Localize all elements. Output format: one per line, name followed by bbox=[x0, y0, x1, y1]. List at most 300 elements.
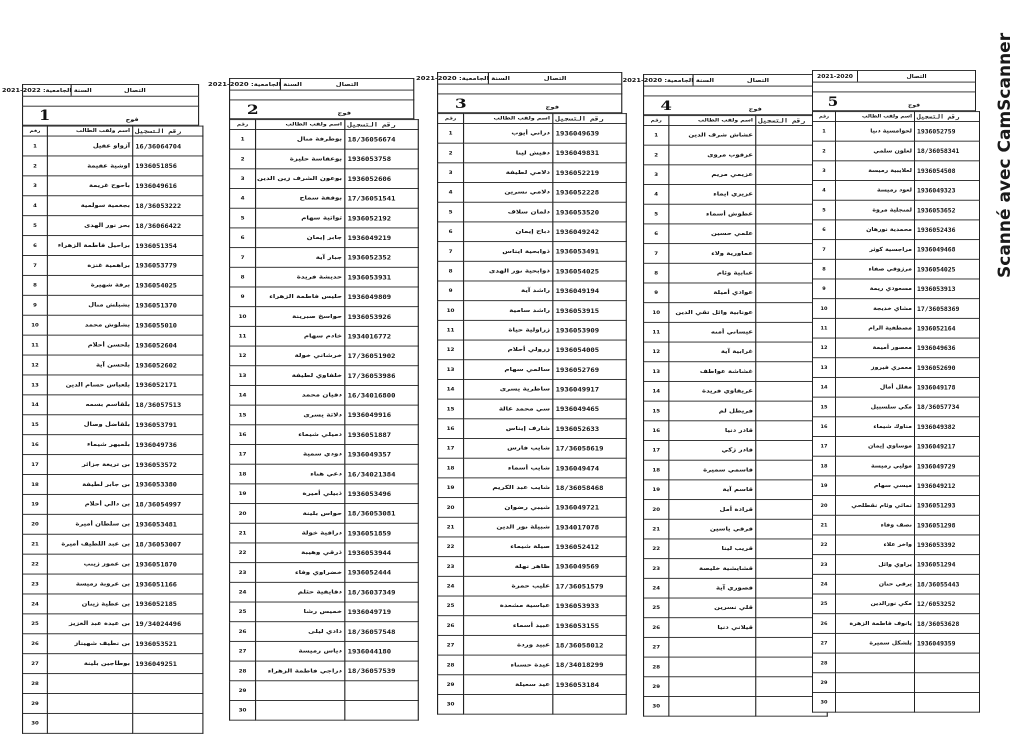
registration-number: 1936044180 bbox=[345, 641, 418, 661]
student-name: خضراوي وفاء bbox=[256, 563, 345, 583]
table-row bbox=[813, 141, 980, 161]
registration-number: 1936051294 bbox=[915, 555, 980, 575]
student-name: عنابية وئام bbox=[669, 263, 756, 283]
table-header-row bbox=[438, 114, 627, 124]
table-row bbox=[644, 480, 828, 500]
table-row bbox=[23, 255, 203, 275]
student-table bbox=[812, 111, 980, 712]
student-name: تواتية سهام bbox=[256, 208, 345, 228]
student-name: ذبيلي أميرة bbox=[256, 484, 345, 504]
row-number: 22 bbox=[644, 539, 669, 559]
table-row bbox=[813, 496, 980, 516]
registration-number: 1936053380 bbox=[133, 475, 203, 495]
table-row bbox=[438, 419, 627, 439]
row-number: 9 bbox=[438, 281, 464, 301]
table-row bbox=[230, 385, 419, 405]
row-number: 18 bbox=[438, 458, 464, 478]
sheet-title: التصال bbox=[123, 87, 146, 94]
table-row bbox=[813, 456, 980, 476]
table-row bbox=[23, 176, 203, 196]
row-number: 3 bbox=[438, 163, 464, 183]
table-row bbox=[813, 121, 980, 141]
student-name: قيلاني دنيا bbox=[669, 618, 756, 638]
row-number: 8 bbox=[644, 263, 669, 283]
sheet-title: التصال bbox=[746, 77, 770, 84]
student-name: دلامي نسرين bbox=[464, 183, 553, 203]
sheet-title: التصال bbox=[906, 73, 927, 80]
student-name: يانوف فاطمة الزهرة bbox=[836, 614, 915, 634]
table-row bbox=[230, 149, 419, 169]
row-number: 27 bbox=[644, 637, 669, 657]
col-header-name: اسم ولقب الطالب bbox=[256, 120, 345, 130]
student-name: قاسم آية bbox=[669, 480, 756, 500]
registration-number: 1936052604 bbox=[133, 335, 203, 355]
table-row bbox=[230, 267, 419, 287]
student-name: بوطاجين بلينة bbox=[47, 654, 132, 674]
student-name: شايب أسماء bbox=[464, 458, 553, 478]
row-number: 7 bbox=[438, 242, 464, 262]
table-row bbox=[644, 362, 828, 382]
row-number: 21 bbox=[23, 534, 48, 554]
registration-number: 1936052164 bbox=[915, 318, 980, 338]
student-name: بوعقاسة حليزة bbox=[256, 149, 345, 169]
sheet-title: التصال bbox=[543, 75, 567, 82]
table-row bbox=[23, 196, 203, 216]
row-number: 6 bbox=[230, 228, 256, 248]
student-name: نمائي وئام نقطلحي bbox=[836, 496, 915, 516]
registration-number: 17/36058369 bbox=[915, 299, 980, 319]
row-number: 21 bbox=[230, 523, 256, 543]
student-name: اوشية عقيمة bbox=[47, 156, 132, 176]
student-name bbox=[669, 657, 756, 677]
student-name: عبيد وردة bbox=[464, 635, 553, 655]
table-row bbox=[23, 614, 203, 634]
table-row bbox=[644, 125, 828, 145]
student-name: لعلون سلمي bbox=[836, 141, 915, 161]
table-row bbox=[438, 123, 627, 143]
row-number: 4 bbox=[230, 189, 256, 209]
registration-number bbox=[345, 700, 418, 720]
row-number: 4 bbox=[23, 196, 48, 216]
table-row bbox=[230, 307, 419, 327]
registration-number: 18/36055443 bbox=[915, 574, 980, 594]
table-row bbox=[23, 654, 203, 674]
registration-number: 18/36053081 bbox=[345, 504, 418, 524]
student-name: حواسخ صبرينة bbox=[256, 307, 345, 327]
registration-number: 1936051298 bbox=[915, 515, 980, 535]
row-number: 8 bbox=[813, 259, 836, 279]
row-number: 25 bbox=[230, 602, 256, 622]
registration-number: 18/36058341 bbox=[915, 141, 980, 161]
row-number: 25 bbox=[23, 614, 48, 634]
student-name: بن جابر لطيفة bbox=[47, 475, 132, 495]
table-row bbox=[230, 405, 419, 425]
student-name bbox=[836, 692, 915, 712]
row-number: 10 bbox=[23, 315, 48, 335]
student-name: مناوك شيماء bbox=[836, 417, 915, 437]
row-number: 16 bbox=[230, 425, 256, 445]
student-name: ميسي سهام bbox=[836, 476, 915, 496]
registration-number: 17/36058619 bbox=[553, 439, 626, 459]
registration-number: 1936053652 bbox=[915, 200, 980, 220]
student-name: باحوح غريمة bbox=[47, 176, 132, 196]
table-row bbox=[230, 661, 419, 681]
row-number: 15 bbox=[438, 399, 464, 419]
row-number: 20 bbox=[230, 504, 256, 524]
registration-number: 12/6053252 bbox=[915, 594, 980, 614]
table-row bbox=[644, 421, 828, 441]
registration-number: 1936049212 bbox=[915, 476, 980, 496]
registration-number: 1936049217 bbox=[915, 437, 980, 457]
table-row bbox=[23, 594, 203, 614]
row-number: 26 bbox=[438, 616, 464, 636]
row-number: 5 bbox=[813, 200, 836, 220]
row-number: 21 bbox=[438, 517, 464, 537]
student-name: بن دالي أحلام bbox=[47, 494, 132, 514]
table-row bbox=[644, 283, 828, 303]
row-number: 27 bbox=[23, 654, 48, 674]
table-row bbox=[23, 494, 203, 514]
row-number: 16 bbox=[23, 435, 48, 455]
table-row bbox=[23, 694, 203, 714]
student-name: سالمي سهام bbox=[464, 360, 553, 380]
student-name: بحر نور الهدى bbox=[47, 216, 132, 236]
table-row bbox=[230, 248, 419, 268]
col-header-number: رقم bbox=[644, 116, 669, 126]
table-row bbox=[813, 259, 980, 279]
student-name: راشد سامية bbox=[464, 301, 553, 321]
registration-number: 1936052412 bbox=[553, 537, 626, 557]
student-name: عيساني أمنه bbox=[669, 322, 756, 342]
registration-number: 1936049569 bbox=[553, 557, 626, 577]
row-number: 3 bbox=[230, 169, 256, 189]
group-header bbox=[229, 100, 414, 119]
registration-number: 1936049616 bbox=[133, 176, 203, 196]
table-row bbox=[23, 395, 203, 415]
row-number: 20 bbox=[438, 498, 464, 518]
table-row bbox=[438, 557, 627, 577]
student-name: مصطفية الرام bbox=[836, 318, 915, 338]
registration-number: 1936052769 bbox=[553, 360, 626, 380]
student-name: محمدية نورهان bbox=[836, 220, 915, 240]
registration-number: 1936052606 bbox=[345, 169, 418, 189]
row-number: 26 bbox=[813, 614, 836, 634]
camscanner-watermark bbox=[988, 32, 1018, 280]
student-name: قلي نسرين bbox=[669, 598, 756, 618]
student-name: عبيد أسماء bbox=[464, 616, 553, 636]
row-number: 18 bbox=[23, 475, 48, 495]
table-row bbox=[644, 263, 828, 283]
row-number: 2 bbox=[644, 145, 669, 165]
table-row bbox=[230, 326, 419, 346]
table-row bbox=[23, 514, 203, 534]
registration-number: 1936053184 bbox=[553, 675, 626, 695]
registration-number: 18/36054997 bbox=[133, 494, 203, 514]
row-number: 17 bbox=[23, 455, 48, 475]
group-sheet-1 bbox=[1, 84, 199, 734]
table-row bbox=[230, 563, 419, 583]
row-number: 1 bbox=[438, 123, 464, 143]
row-number: 11 bbox=[230, 326, 256, 346]
student-name: بوطرفة منال bbox=[256, 129, 345, 149]
group-number: 1 bbox=[39, 107, 51, 124]
col-header-registration: رقم التسجيل bbox=[345, 120, 418, 130]
student-name: بشبلش منال bbox=[47, 295, 132, 315]
table-row bbox=[644, 381, 828, 401]
table-header-row bbox=[644, 116, 828, 126]
student-name: يراوي وائل bbox=[836, 555, 915, 575]
row-number: 9 bbox=[644, 283, 669, 303]
student-name: دودي سمية bbox=[256, 445, 345, 465]
row-number: 12 bbox=[23, 355, 48, 375]
row-number: 7 bbox=[644, 244, 669, 264]
student-name: قاسمي سميرة bbox=[669, 460, 756, 480]
student-name: بن عيدة عبد العزيز bbox=[47, 614, 132, 634]
row-number: 30 bbox=[230, 700, 256, 720]
student-name bbox=[256, 700, 345, 720]
academic-year: 2021-2022 :السنة الجامعية bbox=[23, 85, 72, 96]
student-name: دقيش لينا bbox=[464, 143, 553, 163]
row-number: 6 bbox=[813, 220, 836, 240]
row-number: 1 bbox=[644, 125, 669, 145]
student-name: جبار آية bbox=[256, 248, 345, 268]
table-row bbox=[644, 165, 828, 185]
row-number: 14 bbox=[644, 381, 669, 401]
group-header bbox=[812, 92, 976, 111]
row-number: 5 bbox=[438, 202, 464, 222]
row-number: 18 bbox=[644, 460, 669, 480]
group-header bbox=[437, 94, 622, 113]
table-row bbox=[644, 145, 828, 165]
registration-number: 1936049242 bbox=[553, 222, 626, 242]
registration-number: 1936053496 bbox=[345, 484, 418, 504]
watermark-text: Scanné avec CamScanner bbox=[995, 32, 1015, 278]
student-name: واخر علاء bbox=[836, 535, 915, 555]
table-row bbox=[813, 633, 980, 653]
student-name: دادي ليلى bbox=[256, 622, 345, 642]
student-name: آزواو عقيل bbox=[47, 136, 132, 156]
row-number: 20 bbox=[23, 514, 48, 534]
table-row bbox=[438, 163, 627, 183]
table-row bbox=[23, 236, 203, 256]
group-number: 5 bbox=[827, 93, 839, 110]
table-row bbox=[438, 261, 627, 281]
row-number: 26 bbox=[23, 634, 48, 654]
table-row bbox=[230, 445, 419, 465]
table-row bbox=[438, 301, 627, 321]
table-row bbox=[23, 415, 203, 435]
row-number: 15 bbox=[644, 401, 669, 421]
student-name: موساوي إيمان bbox=[836, 437, 915, 457]
table-row bbox=[644, 204, 828, 224]
registration-number: 1936053392 bbox=[915, 535, 980, 555]
sheet-header bbox=[1, 84, 199, 97]
col-header-name: اسم ولقب الطالب bbox=[464, 114, 553, 124]
student-name: زرولي أحلام bbox=[464, 340, 553, 360]
student-name: يرقي حنان bbox=[836, 574, 915, 594]
student-name: دميلي شيماء bbox=[256, 425, 345, 445]
table-row bbox=[438, 537, 627, 557]
row-number: 7 bbox=[23, 255, 48, 275]
table-row bbox=[644, 441, 828, 461]
table-row bbox=[644, 224, 828, 244]
registration-number: 1936049721 bbox=[553, 498, 626, 518]
student-name: خميس رشا bbox=[256, 602, 345, 622]
registration-number: 1936051166 bbox=[133, 574, 203, 594]
table-row bbox=[23, 574, 203, 594]
registration-number: 1936049465 bbox=[553, 399, 626, 419]
registration-number: 1936053931 bbox=[345, 267, 418, 287]
row-number: 26 bbox=[644, 618, 669, 638]
student-name: فريطل لم bbox=[669, 401, 756, 421]
student-name bbox=[256, 681, 345, 701]
registration-number: 1936053155 bbox=[553, 616, 626, 636]
table-row bbox=[230, 543, 419, 563]
row-number: 11 bbox=[438, 320, 464, 340]
table-row bbox=[230, 464, 419, 484]
table-row bbox=[438, 281, 627, 301]
registration-number bbox=[553, 694, 626, 714]
table-row bbox=[644, 578, 828, 598]
group-sheet-2 bbox=[208, 78, 414, 721]
row-number: 9 bbox=[230, 287, 256, 307]
table-row bbox=[813, 535, 980, 555]
registration-number: 1936052352 bbox=[345, 248, 418, 268]
student-name: بن عمور زينب bbox=[47, 554, 132, 574]
table-row bbox=[813, 161, 980, 181]
sheet-header bbox=[416, 72, 622, 85]
registration-number bbox=[915, 673, 980, 693]
registration-number bbox=[915, 692, 980, 712]
table-row bbox=[813, 338, 980, 358]
student-name bbox=[47, 694, 132, 714]
row-number: 17 bbox=[813, 437, 836, 457]
registration-number: 1936049831 bbox=[553, 143, 626, 163]
student-name: لعلايبية رميسة bbox=[836, 161, 915, 181]
student-name: دراجي فاطمة الزهراء bbox=[256, 661, 345, 681]
table-row bbox=[813, 358, 980, 378]
registration-number: 1936049219 bbox=[345, 228, 418, 248]
table-row bbox=[813, 220, 980, 240]
academic-year: 2021-2020 :السنة الجامعية bbox=[644, 75, 694, 86]
registration-number: 1936054025 bbox=[553, 261, 626, 281]
student-name: ذوابحية نور الهدى bbox=[464, 261, 553, 281]
row-number: 19 bbox=[644, 480, 669, 500]
student-name: مكي سلسبيل bbox=[836, 397, 915, 417]
student-name: قادر زكي bbox=[669, 441, 756, 461]
student-name: قريب لينا bbox=[669, 539, 756, 559]
registration-number: 19/34024496 bbox=[133, 614, 203, 634]
table-row bbox=[644, 677, 828, 697]
row-number: 6 bbox=[23, 236, 48, 256]
student-name: بلحسن آية bbox=[47, 355, 132, 375]
registration-number: 1936049636 bbox=[915, 338, 980, 358]
row-number: 29 bbox=[438, 675, 464, 695]
table-row bbox=[230, 602, 419, 622]
table-row bbox=[644, 618, 828, 638]
student-name: مقلل أمال bbox=[836, 377, 915, 397]
row-number: 7 bbox=[813, 240, 836, 260]
row-number: 9 bbox=[813, 279, 836, 299]
table-row bbox=[230, 169, 419, 189]
student-name: مرزوقي صفاء bbox=[836, 259, 915, 279]
row-number: 5 bbox=[23, 216, 48, 236]
registration-number bbox=[133, 674, 203, 694]
registration-number: 16/34021384 bbox=[345, 464, 418, 484]
registration-number: 1936051859 bbox=[345, 523, 418, 543]
table-row bbox=[23, 674, 203, 694]
student-name: عليب حمزة bbox=[464, 576, 553, 596]
registration-number: 1936052436 bbox=[915, 220, 980, 240]
student-name bbox=[669, 696, 756, 716]
table-row bbox=[230, 287, 419, 307]
row-number: 4 bbox=[813, 181, 836, 201]
row-number: 30 bbox=[813, 692, 836, 712]
row-number: 15 bbox=[23, 415, 48, 435]
student-name: شبيلة نور الدين bbox=[464, 517, 553, 537]
sheet-header bbox=[208, 78, 414, 91]
row-number: 29 bbox=[230, 681, 256, 701]
student-table bbox=[229, 119, 419, 720]
registration-number: 1936052759 bbox=[915, 121, 980, 141]
table-row bbox=[813, 692, 980, 712]
table-row bbox=[644, 696, 828, 716]
sheet-title: التصال bbox=[335, 81, 359, 88]
row-number: 23 bbox=[813, 555, 836, 575]
student-name: ذوابحية ايناس bbox=[464, 242, 553, 262]
table-row bbox=[813, 555, 980, 575]
row-number: 2 bbox=[230, 149, 256, 169]
table-row bbox=[644, 500, 828, 520]
row-number: 3 bbox=[23, 176, 48, 196]
table-row bbox=[438, 439, 627, 459]
registration-number: 1936049729 bbox=[915, 456, 980, 476]
row-number: 27 bbox=[438, 635, 464, 655]
student-name: دراقية خولة bbox=[256, 523, 345, 543]
table-row bbox=[438, 694, 627, 714]
row-number: 12 bbox=[438, 340, 464, 360]
student-name: ظاهر نهلة bbox=[464, 557, 553, 577]
table-row bbox=[644, 244, 828, 264]
student-name: غريقاوي فريدة bbox=[669, 381, 756, 401]
row-number: 28 bbox=[230, 661, 256, 681]
student-name: بوعون الشرف زين الدين bbox=[256, 169, 345, 189]
registration-number: 1936053521 bbox=[133, 634, 203, 654]
col-header-name: اسم ولقب الطالب bbox=[669, 116, 756, 126]
group-sheet-3 bbox=[416, 72, 622, 715]
col-header-registration: رقم التسجيل bbox=[915, 112, 980, 122]
registration-number: 1936049736 bbox=[133, 435, 203, 455]
student-name: بلشكل سميرة bbox=[836, 633, 915, 653]
registration-number: 1936053944 bbox=[345, 543, 418, 563]
table-header-row bbox=[23, 126, 203, 136]
row-number: 27 bbox=[813, 633, 836, 653]
table-row bbox=[813, 417, 980, 437]
student-name: شيبي رضوان bbox=[464, 498, 553, 518]
table-row bbox=[230, 504, 419, 524]
student-name: بلعباس حسام الدين bbox=[47, 375, 132, 395]
row-number: 28 bbox=[23, 674, 48, 694]
registration-number: 1936054005 bbox=[553, 340, 626, 360]
table-row bbox=[230, 641, 419, 661]
row-number: 21 bbox=[644, 519, 669, 539]
student-table bbox=[643, 115, 828, 716]
table-row bbox=[438, 222, 627, 242]
row-number: 13 bbox=[644, 362, 669, 382]
registration-number: 17/36051579 bbox=[553, 576, 626, 596]
table-row bbox=[230, 425, 419, 445]
row-number: 22 bbox=[813, 535, 836, 555]
